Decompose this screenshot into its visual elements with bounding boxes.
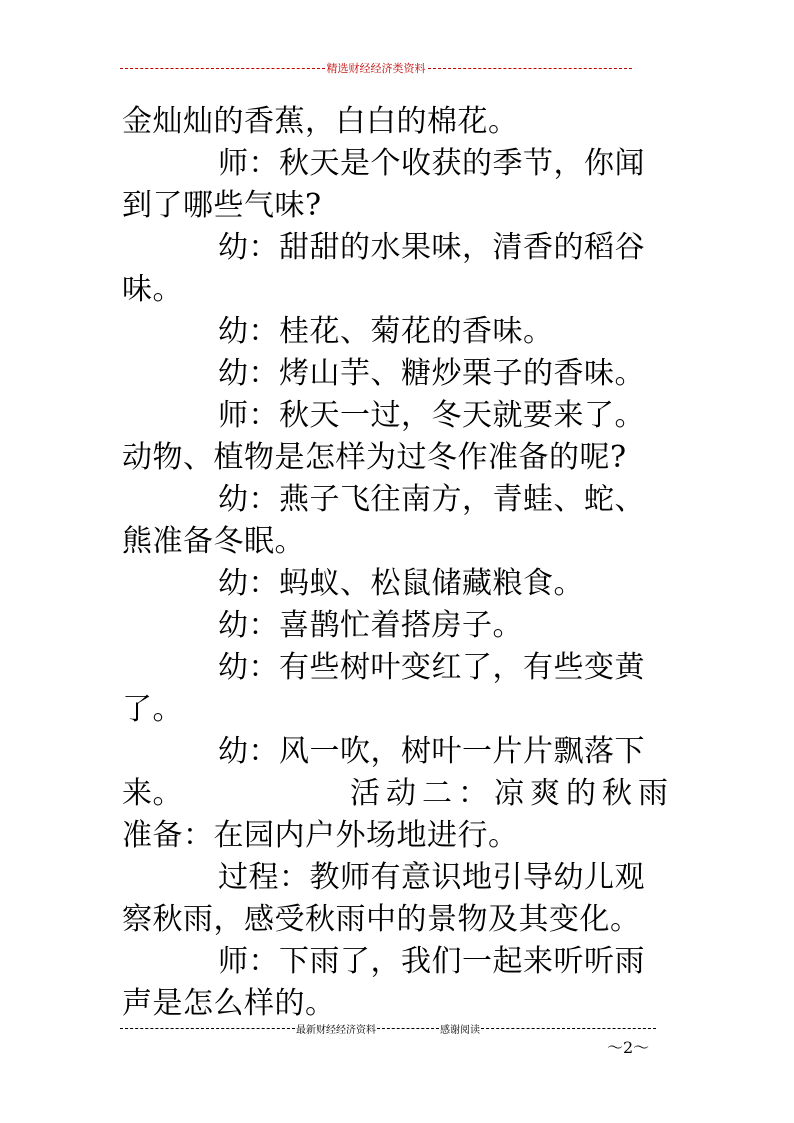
section-heading: 活动二：凉爽的秋雨 [350,776,674,811]
text-line: 味。 [122,272,183,307]
header-dash-left [120,68,325,69]
text-line: 幼：烤山芋、糖炒栗子的香味。 [218,356,645,391]
text-line: 金灿灿的香蕉，白白的棉花。 [122,104,519,139]
footer-dash-left [120,1028,295,1029]
text-line: 察秋雨，感受秋雨中的景物及其变化。 [122,902,641,937]
header-dash-right [428,68,633,69]
text-line-split [122,773,674,815]
text-line: 师：秋天一过，冬天就要来了。 [218,398,645,433]
text-line: 幼：风一吹，树叶一片片飘落下 [218,734,645,769]
text-fragment: 来。 [122,776,183,811]
header-title: 精选财经经济类资料 [326,62,426,75]
text-line: 幼：有些树叶变红了，有些变黄 [218,650,645,685]
page-footer [120,1020,656,1036]
text-line: 准备：在园内户外场地进行。 [122,818,519,853]
text-line: 师：下雨了，我们一起来听听雨 [218,944,645,979]
page-header [120,58,632,78]
text-line: 声是怎么样的。 [122,986,336,1021]
footer-dash-right [481,1028,656,1029]
footer-right-text: 感谢阅读 [440,1024,480,1036]
footer-dash-middle [377,1028,439,1029]
document-body [122,101,674,1025]
text-line: 过程：教师有意识地引导幼儿观 [218,860,645,895]
text-line: 幼：喜鹊忙着搭房子。 [218,608,523,643]
text-line: 幼：蚂蚁、松鼠储藏粮食。 [218,566,584,601]
text-line: 师：秋天是个收获的季节，你闻 [218,146,645,181]
text-line: 熊准备冬眠。 [122,524,305,559]
footer-left-text: 最新财经经济资料 [296,1024,376,1036]
text-line: 幼：燕子飞往南方，青蛙、蛇、 [218,482,645,517]
text-line: 了。 [122,692,183,727]
text-line: 幼：甜甜的水果味，清香的稻谷 [218,230,645,265]
page-number: ～2～ [607,1038,650,1057]
text-line: 幼：桂花、菊花的香味。 [218,314,554,349]
text-line: 到了哪些气味? [122,188,322,223]
text-line: 动物、植物是怎样为过冬作准备的呢? [122,440,627,475]
